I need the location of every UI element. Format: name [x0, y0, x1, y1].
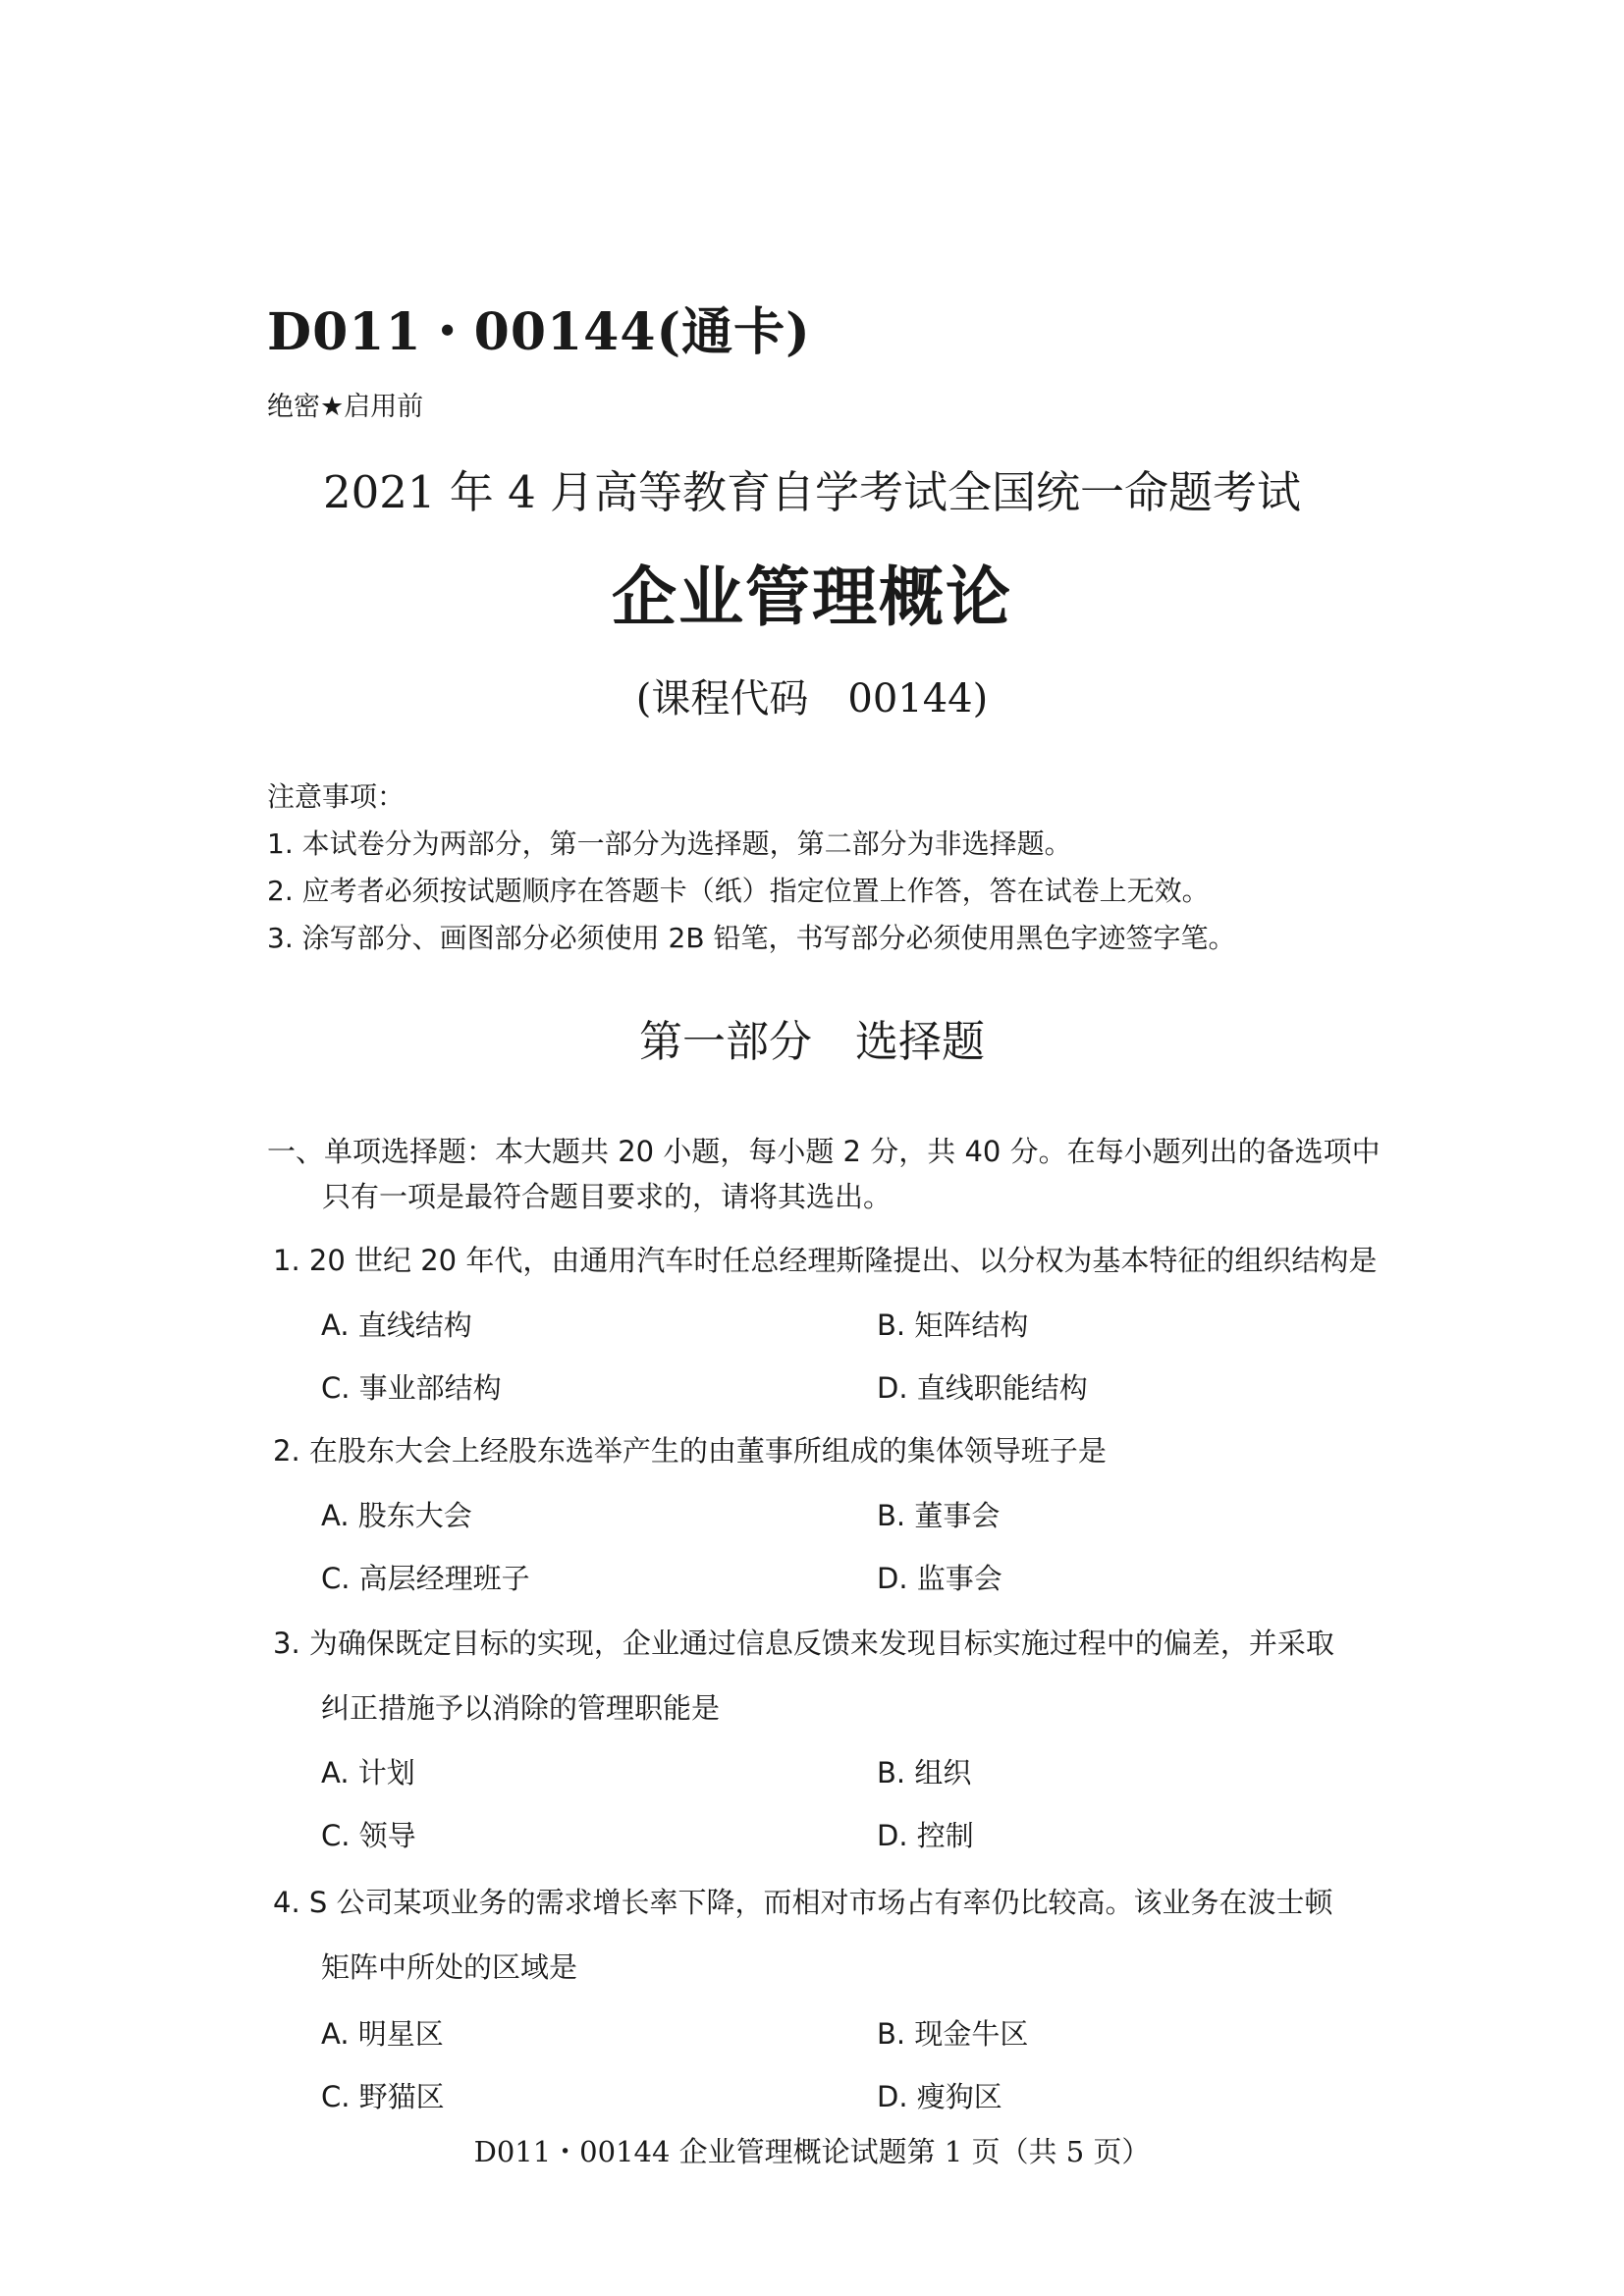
document-code: D011・00144(通卡)	[267, 302, 811, 362]
question-3-stem-continued: 纠正措施予以消除的管理职能是	[321, 1691, 721, 1725]
question-4-option-c: C. 野猫区	[321, 2080, 445, 2113]
notice-item: 1. 本试卷分为两部分，第一部分为选择题，第二部分为非选择题。	[267, 828, 1072, 860]
question-2-option-b: B. 董事会	[877, 1499, 1001, 1532]
section-instructions-line1: 一、单项选择题：本大题共 20 小题，每小题 2 分，共 40 分。在每小题列出的备选项中	[267, 1135, 1380, 1168]
question-1-option-c: C. 事业部结构	[321, 1371, 502, 1405]
question-4-option-b: B. 现金牛区	[877, 2017, 1029, 2051]
question-4-option-a: A. 明星区	[321, 2017, 444, 2051]
exam-title: 2021 年 4 月高等教育自学考试全国统一命题考试	[322, 466, 1302, 518]
part-title: 第一部分 选择题	[639, 1017, 985, 1067]
notice-item: 2. 应考者必须按试题顺序在答题卡（纸）指定位置上作答，答在试卷上无效。	[267, 875, 1210, 907]
question-2-option-a: A. 股东大会	[321, 1499, 472, 1532]
question-1-option-d: D. 直线职能结构	[877, 1371, 1088, 1405]
question-4-option-d: D. 瘦狗区	[877, 2080, 1002, 2113]
question-2-stem: 2. 在股东大会上经股东选举产生的由董事所组成的集体领导班子是	[273, 1434, 1107, 1468]
question-2-option-d: D. 监事会	[877, 1562, 1002, 1595]
question-4-stem: 4. S 公司某项业务的需求增长率下降，而相对市场占有率仍比较高。该业务在波士顿	[273, 1886, 1333, 1919]
section-instructions	[267, 1129, 1380, 1219]
question-3-option-a: A. 计划	[321, 1756, 415, 1789]
question-1-option-a: A. 直线结构	[321, 1308, 472, 1342]
question-1-stem: 1. 20 世纪 20 年代，由通用汽车时任总经理斯隆提出、以分权为基本特征的组织结构是	[273, 1244, 1378, 1277]
course-code: (课程代码 00144)	[635, 676, 989, 721]
question-2-option-c: C. 高层经理班子	[321, 1562, 530, 1595]
notice-title: 注意事项：	[267, 780, 406, 813]
question-1-option-b: B. 矩阵结构	[877, 1308, 1029, 1342]
page-footer: D011・00144 企业管理概论试题第 1 页（共 5 页）	[473, 2135, 1151, 2168]
question-3-option-d: D. 控制	[877, 1819, 974, 1852]
question-3-stem: 3. 为确保既定目标的实现，企业通过信息反馈来发现目标实施过程中的偏差，并采取	[273, 1627, 1334, 1660]
question-3-option-b: B. 组织	[877, 1756, 972, 1789]
section-instructions-line2: 只有一项是最符合题目要求的，请将其选出。	[322, 1180, 893, 1213]
confidential-label: 绝密★启用前	[267, 392, 424, 422]
notice-item: 3. 涂写部分、画图部分必须使用 2B 铅笔，书写部分必须使用黑色字迹签字笔。	[267, 922, 1236, 954]
question-3-option-c: C. 领导	[321, 1819, 416, 1852]
subject-title: 企业管理概论	[612, 560, 1012, 635]
question-4-stem-continued: 矩阵中所处的区域是	[321, 1950, 578, 1984]
